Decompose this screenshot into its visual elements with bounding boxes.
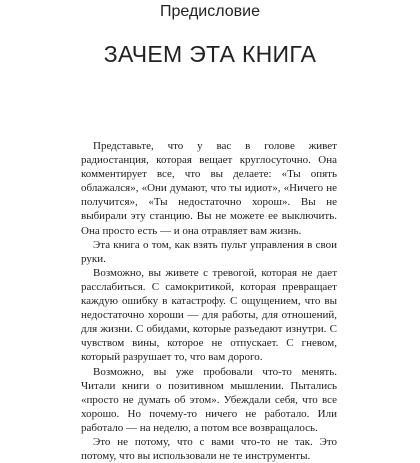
chapter-title: ЗАЧЕМ ЭТА КНИГА bbox=[103, 41, 317, 67]
body-text bbox=[81, 139, 337, 463]
paragraph: Возможно, вы живете с тревогой, которая не дает расслабиться. С самокритикой, которая превращает каждую ошибку в катастрофу. С ощущением, что вы недостаточно хороши — для работы, для отношений, для жизни. С обидами, которые разъедают изнутри. С чувством вины, которое не отпускает. С гневом, который разрушает то, что вам дорого. bbox=[81, 266, 337, 364]
paragraph: Это не потому, что с вами что-то не так. Это потому, что вы использовали не те инструменты. bbox=[81, 435, 337, 463]
section-label: Предисловие bbox=[160, 3, 260, 20]
paragraph: Эта книга о том, как взять пульт управления в свои руки. bbox=[81, 238, 337, 265]
paragraph: Представьте, что у вас в голове живет радиостанция, которая вещает круглосуточно. Она комментирует все, что вы делаете: «Ты опять облажался», «Они думают, что ты идиот», «Ничего не получится», «Ты недостаточно хорош». Вы не выбирали эту станцию. Вы не можете ее выключить. Она просто есть — и она отравляет вам жизнь. bbox=[81, 140, 337, 237]
paragraph: Возможно, вы уже пробовали что-то менять. Читали книги о позитивном мышлении. Пытались «просто не думать об этом». Убеждали себя, что все хорошо. Но почему-то ничего не работало. Или работало — на неделю, а потом все возвращалось. bbox=[81, 365, 337, 434]
